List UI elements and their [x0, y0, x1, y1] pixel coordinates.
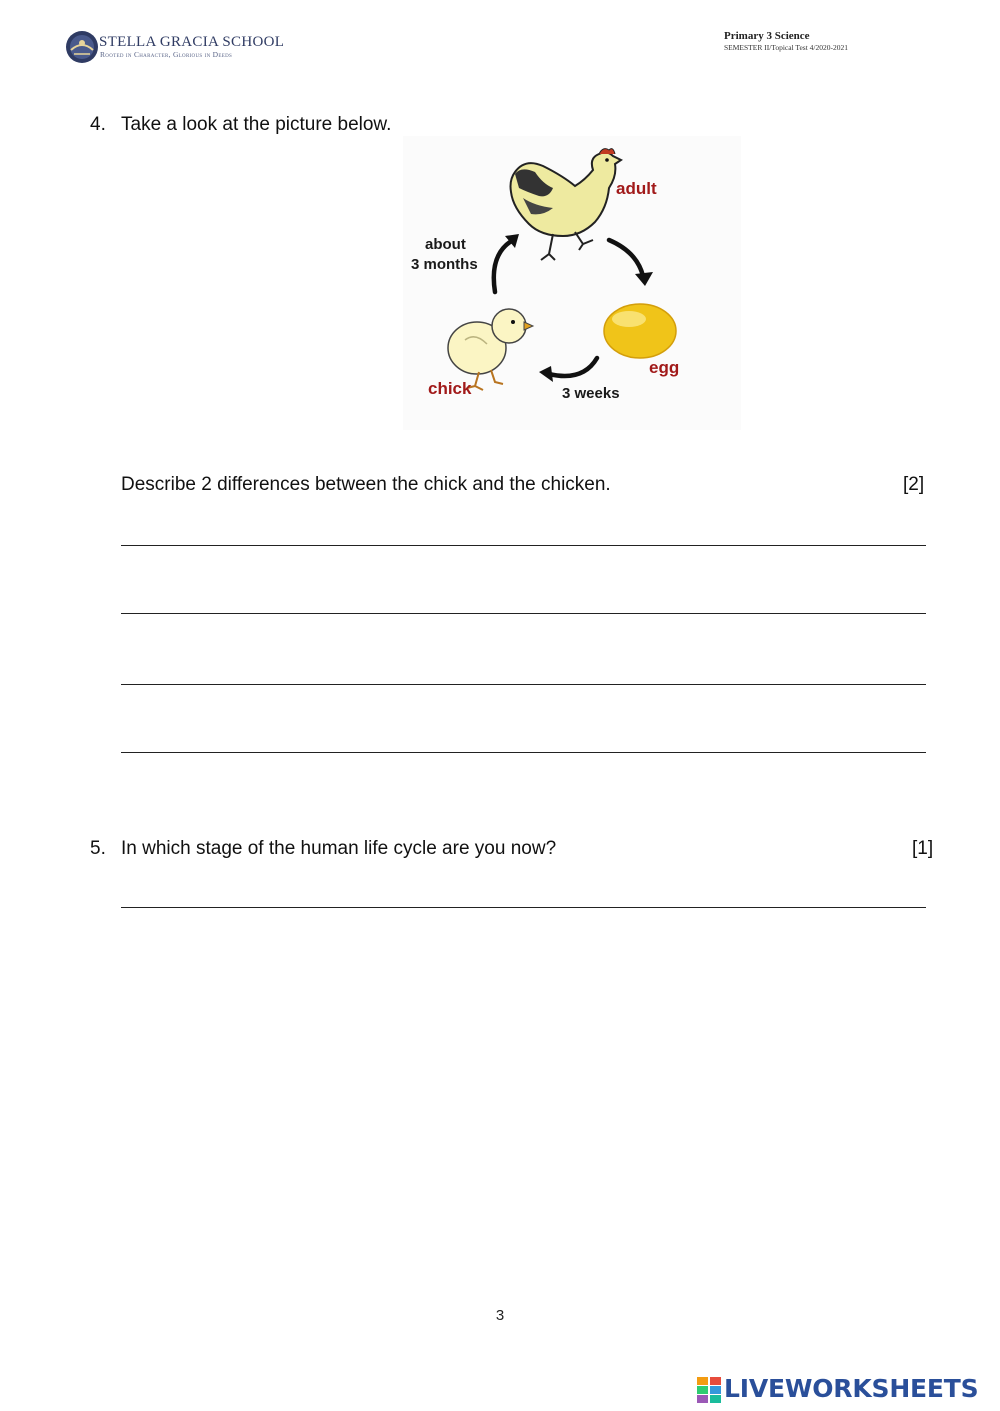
liveworksheets-watermark: [697, 1374, 997, 1408]
question-5-number: 5.: [90, 838, 106, 859]
school-motto: Rooted in Character, Glorious in Deeds: [100, 50, 233, 59]
chicken-life-cycle-figure: [403, 136, 741, 430]
question-5-marks: [1]: [912, 838, 934, 859]
question-4-number: 4.: [90, 114, 106, 135]
school-name: STELLA GRACIA SCHOOL: [99, 34, 285, 50]
answer-line[interactable]: [121, 545, 926, 546]
answer-line[interactable]: [121, 684, 926, 685]
egg-icon: [604, 304, 676, 358]
school-logo: [65, 30, 285, 70]
test-info: SEMESTER II/Topical Test 4/2020-2021: [724, 43, 849, 52]
answer-line[interactable]: [121, 613, 926, 614]
label-adult: adult: [616, 179, 657, 198]
life-cycle-diagram: [403, 136, 741, 430]
label-about: about: [425, 236, 466, 253]
answer-line[interactable]: [121, 752, 926, 753]
question-5-prompt: In which stage of the human life cycle are you now?: [121, 838, 557, 859]
page-number: 3: [495, 1307, 505, 1324]
label-3-weeks: 3 weeks: [562, 385, 620, 402]
answer-line[interactable]: [121, 907, 926, 908]
liveworksheets-text: LIVEWORKSHEETS: [724, 1374, 979, 1403]
label-egg: egg: [649, 358, 680, 377]
subject-title: Primary 3 Science: [724, 30, 810, 42]
label-chick: chick: [428, 379, 472, 398]
question-4-prompt: Take a look at the picture below.: [121, 114, 392, 135]
liveworksheets-logo-icon: [697, 1377, 721, 1403]
label-3-months: 3 months: [411, 256, 478, 273]
question-4-marks: [2]: [903, 474, 925, 495]
school-emblem-icon: [65, 30, 99, 64]
question-4-sub-prompt: Describe 2 differences between the chick and the chicken.: [121, 474, 611, 495]
